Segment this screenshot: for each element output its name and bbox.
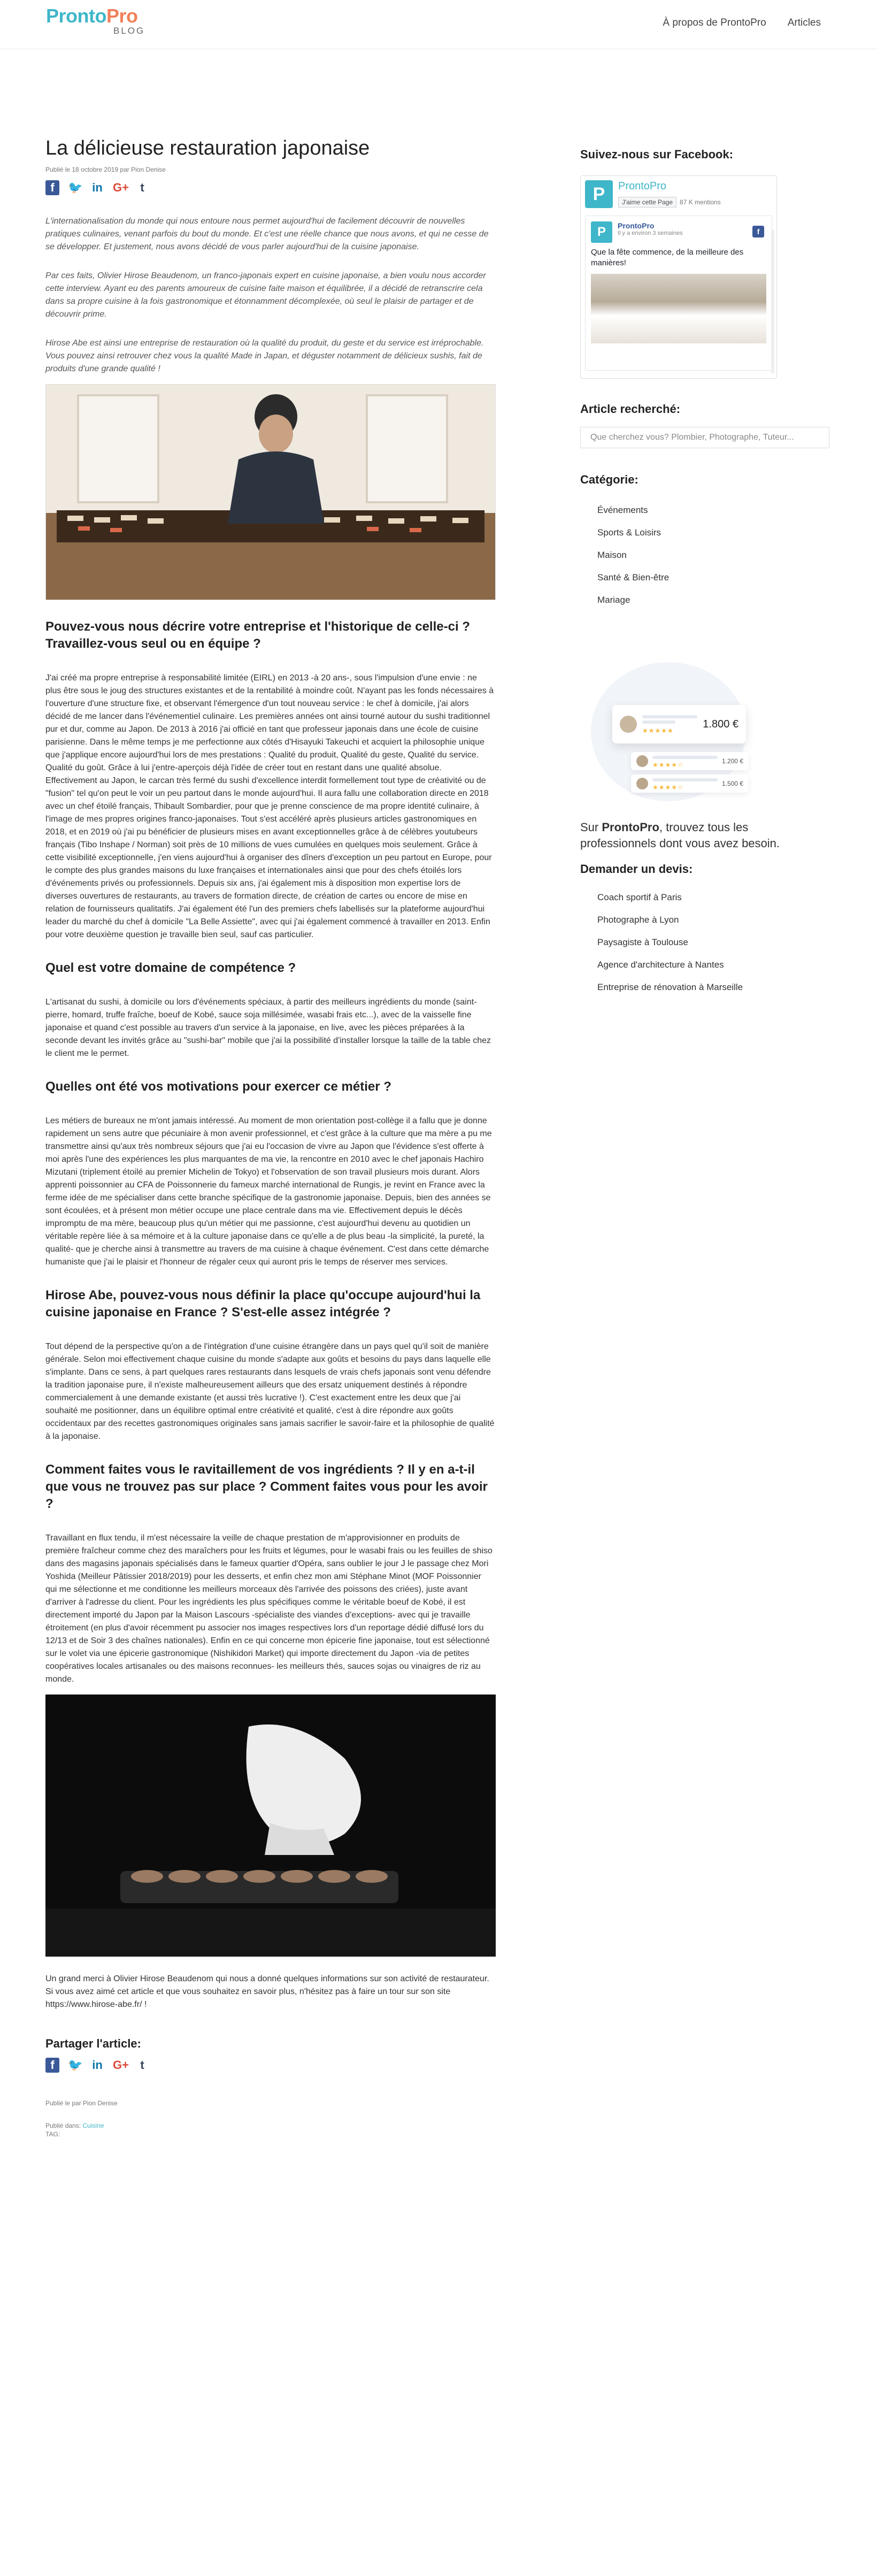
- logo-wordmark: ProntoPro: [46, 5, 138, 27]
- article-search-input[interactable]: [580, 427, 829, 448]
- question-heading-5: Comment faites vous le ravitaillement de vos ingrédients ? Il y en a-t-il que vous ne trouvez pas sur place ? Comment faites vous pour les avoir ?: [45, 1462, 488, 1511]
- article-column: [45, 136, 495, 2138]
- twitter-share-icon[interactable]: 🐦: [68, 2058, 83, 2072]
- request-link[interactable]: Photographe à Lyon: [597, 915, 679, 925]
- chef-buffet-photo: [45, 384, 496, 600]
- search-section-title: Article recherché:: [580, 402, 681, 416]
- linkedin-share-icon[interactable]: in: [92, 181, 103, 194]
- linkedin-share-icon[interactable]: in: [92, 2058, 103, 2072]
- facebook-widget[interactable]: [580, 175, 777, 379]
- prontopro-blog-logo[interactable]: [46, 6, 153, 36]
- fb-post-time: Il y a environ 3 semaines: [618, 230, 683, 236]
- avatar: [636, 755, 648, 767]
- intro-paragraph-3: Hirose Abe est ainsi une entreprise de restauration où la qualité du produit, du geste et du service est irréprochable. Vous pouvez ainsi retrouver chez vous la qualité Made in Japan, et déguster notamment de délicieux sushis, fait de produits d'une grande qualité !: [45, 339, 484, 373]
- fb-page-name[interactable]: ProntoPro: [618, 180, 667, 192]
- facebook-share-icon[interactable]: f: [45, 180, 59, 195]
- sushi-preparation-photo: [45, 1695, 496, 1957]
- category-item[interactable]: Santé & Bien-être: [597, 572, 670, 582]
- article-meta: Publié le 18 octobre 2019 par Pion Denise: [45, 166, 166, 173]
- pro-quote-card: [612, 705, 746, 743]
- request-link[interactable]: Agence d'architecture à Nantes: [597, 960, 724, 970]
- googleplus-share-icon[interactable]: G+: [113, 2058, 129, 2072]
- request-link[interactable]: Entreprise de rénovation à Marseille: [597, 982, 743, 992]
- category-item[interactable]: Sports & Loisirs: [597, 527, 661, 538]
- facebook-share-icon[interactable]: f: [45, 2058, 59, 2073]
- fb-like-button[interactable]: J'aime cette Page: [618, 197, 676, 208]
- fb-post-text: Que la fête commence, de la meilleure des manières!: [591, 248, 744, 267]
- rating-stars-icon: ★★★★★: [642, 727, 674, 734]
- pitch-brand: ProntoPro: [602, 821, 659, 834]
- sidebar: [580, 148, 837, 1005]
- category-section-title: Catégorie:: [580, 473, 638, 486]
- pro-quote-row: [631, 775, 749, 793]
- avatar: [636, 778, 648, 789]
- pricing-illustration: [580, 657, 799, 807]
- request-list: [580, 892, 837, 1005]
- request-section-title: Demander un devis:: [580, 862, 693, 876]
- logo-blog-label: BLOG: [113, 26, 145, 36]
- quote-price: 1.800 €: [703, 718, 738, 730]
- question-heading-2: Quel est votre domaine de compétence ?: [45, 961, 296, 975]
- share-bar-bottom: [45, 2057, 495, 2073]
- answer-paragraph-1: J'ai créé ma propre entreprise à responsabilité limitée (EIRL) en 2013 -à 20 ans-, sous l'impulsion d'une envie : ne plus être sous le joug des structures existantes et de la rentabilité à moindre coût. N'ayant pas les fonds nécessaires à l'ouverture d'une structure fixe, et observant l'émergence d'un tout nouveau service : le chef à domicile, j'ai alors décidé de me lancer dans l'événementiel culinaire. Les premières années ont ainsi tourné autour du sushi traditionnel pur et dur, comme au Japon. De 2013 à 2016 j'ai officié en tant que professeur japonais dans une école de cuisine parisienne. Dans le même temps je me perfectionne aux côtés d'Hisayuki Takeuchi et acquiert la philosophie unique que j'applique encore aujourd'hui lors de mes prestations : Qualité du produit, Qualité du geste, Qualité du service. Qualité du goût. Grâce à lui j'entre-aperçois déjà l'idée de créer tout en restant dans une qualité absolue. Effectivement au Japon, le carcan très fermé du sushi d'excellence interdit formellement tout type de créativité ou de "fusion" tel qu'on peut le voir un peu partout dans le monde aujourd'hui. Il aura fallu une collaboration directe en 2018 avec un chef étoilé français, Thibault Sombardier, pour que je prenne conscience de ma propre identité culinaire, à l'image de mes propres origines franco-japonaises. Tout s'est accéléré après plusieurs articles gastronomiques en 2018, et en 2019 où j'ai pu bénéficier de plusieurs mises en avant exceptionnelles grâce à de célèbres youtubeurs français (Tibo Inshape / Norman) soit près de 10 millions de vues cumulées en quelques mois seulement. Grâce à cette visibilité exceptionnelle, j'en viens aujourd'hui à organiser des dîners d'exception un peu partout en Europe, pour le compte des plus grandes maisons du luxe françaises et internationales ainsi que pour des chefs étoilés lors d'événements privés ou professionnels. Depuis six ans, j'ai également mis à disposition mon expertise lors de diverses ouvertures de restaurants, au travers de formation directe, de création de cartes ou encore de mise en relation de fournisseurs qualitatifs. J'ai également été l'un des premiers chefs labellisés sur la plateforme aujourd'hui leader du marché du chef à domicile "La Belle Assiette", avec qui j'ai également commencé à travailler en 2013. Enfin pour votre deuxième question je travaille bien seul, sauf cas particulier.: [45, 673, 494, 939]
- prontopro-pitch: Sur ProntoPro, trouvez tous les professionnels dont vous avez besoin.: [580, 821, 780, 850]
- site-header: [0, 0, 877, 49]
- answer-paragraph-5: Travaillant en flux tendu, il m'est nécessaire la veille de chaque prestation de m'approvisionner en produits de première fraîcheur comme chez des maraîchers pour les fruits et légumes, pour le wasabi frais ou les feuilles de shiso dans des magasins japonais spécialisés dans le fameux quartier d'Opéra, sans oublier le jour J le passage chez Mori Yoshida (Meilleur Pâtissier 2018/2019) pour les desserts, et enfin chez mon ami Stéphane Minot (MOF Poissonnier qui me sélectionne et me conditionne les meilleurs morceaux dès l'arrivée des poissons des criées), juste avant d'arriver à l'adresse du client. Pour les ingrédients les plus spécifiques comme le véritable boeuf de Kobé, il est directement importé du Japon par la Maison Lascours -spécialiste des viandes d'exceptions- avec qui je travaille étroitement (en plus d'avoir récemment pu associer nos images respectives lors d'un reportage dédié diffusé lors du 12/13 et de Soir 3 des chaînes nationales). Enfin en ce qui concerne mon épicerie fine japonaise, tout est sélectionné sur le volet via une épicerie gastronomique (Nishikidori Market) qui importe directement du Japon -via de petites coopératives locales artisanales ou des maisons reconnues- les meilleurs thés, sauces sojas ou vinaigres de riz au monde.: [45, 1534, 493, 1684]
- googleplus-share-icon[interactable]: G+: [113, 181, 129, 194]
- rating-stars-icon: ★★★★☆: [652, 761, 684, 769]
- question-heading-4: Hirose Abe, pouvez-vous nous définir la place qu'occupe aujourd'hui la cuisine japonaise en France ? S'est-elle assez intégrée ?: [45, 1288, 481, 1320]
- quote-price: 1.200 €: [721, 757, 743, 765]
- footer-published-in-label: Publié dans:: [45, 2122, 81, 2129]
- category-item[interactable]: Maison: [597, 550, 627, 560]
- category-item[interactable]: Mariage: [597, 595, 630, 605]
- tumblr-share-icon[interactable]: t: [140, 181, 144, 194]
- footer-tag-label: TAG:: [45, 2130, 60, 2138]
- request-link[interactable]: Paysagiste à Toulouse: [597, 937, 688, 947]
- avatar: [620, 716, 637, 733]
- category-item[interactable]: Événements: [597, 505, 648, 515]
- answer-paragraph-3: Les métiers de bureaux ne m'ont jamais intéressé. Au moment de mon orientation post-collège il a fallu que je donne rapidement un sens autre que pécuniaire à mon avenir professionnel, et c'est grâce à la culture que ma mère a pu me transmettre ainsi qu'aux très nombreux séjours que j'ai eu l'occasion de vivre au Japon que l'évidence s'est offerte à moi après l'une des expériences les plus marquantes de ma vie, la rencontre en 2010 avec le chef japonais Hachiro Mizutani (triplement étoilé au premier Michelin de Tokyo) et l'observation de son travail plusieurs mois durant. Alors apprenti poissonnier au CFA de Poissonnerie du fameux marché international de Rungis, je revint en France avec la ferme idée de me spécialiser dans cette branche spécifique de la gastronomie japonaise. Depuis, bien des années se sont écoulées, et à présent mon métier occupe une place centrale dans ma vie. Effectivement depuis le décès impromptu de ma mère, beaucoup plus qu'un métier qui me passionne, c'est aujourd'hui devenu au quotidien un véritable repère liée à sa mémoire et à la culture japonaise dans ce qu'elle a de plus beau -la simplicité, la pureté, la qualité- que je cherche ainsi à transmettre au travers de ma cuisine à chaque événement. C'est dans cette démarche humaniste que j'ai le plaisir et l'honneur de régaler ceux qui auront pris le temps de réserver mes services.: [45, 1116, 492, 1267]
- prontopro-page-logo: P: [585, 180, 613, 208]
- rating-stars-icon: ★★★★☆: [652, 784, 684, 791]
- question-heading-1: Pouvez-vous nous décrire votre entreprise et l'historique de celle-ci ? Travaillez-vous seul ou en équipe ?: [45, 619, 470, 651]
- request-link[interactable]: Coach sportif à Paris: [597, 892, 682, 902]
- nav-about-link[interactable]: À propos de ProntoPro: [663, 17, 766, 28]
- fb-post-avatar: P: [591, 221, 612, 243]
- article-footer-meta: [45, 2099, 495, 2138]
- twitter-share-icon[interactable]: 🐦: [68, 181, 83, 194]
- thanks-paragraph: Un grand merci à Olivier Hirose Beaudenom qui nous a donné quelques informations sur son activité de restaurateur. Si vous avez aimé cet article et que vous souhaitez en savoir plus, n'hésitez pas à faire un tour sur son site https://www.hirose-abe.fr/ !: [45, 1974, 489, 2009]
- share-bar-top: [45, 180, 495, 196]
- fb-post[interactable]: [585, 216, 772, 371]
- footer-author: Publié le par Pion Denise: [45, 2099, 118, 2107]
- fb-post-image: [591, 274, 766, 343]
- answer-paragraph-4: Tout dépend de la perspective qu'on a de l'intégration d'une cuisine étrangère dans un pays quel qu'il soit de manière générale. Selon moi effectivement chaque cuisine du monde s'adapte aux goûts et besoins du pays dans laquelle elle s'implante. Dans ce sens, à part quelques rares restaurants dans lesquels de vrais chefs japonais sont venu défendre la tradition japonaise pure, il n'existe malheureusement ailleurs que des ersatz uniquement destinés à répondre commercialement à une demande existante (et aussi très lucrative !). C'est exactement entre les deux que j'ai souhaité me positionner, dans un équilibre optimal entre créativité et qualité, c'est à dire répondre aux goûts occidentaux par des recettes gastronomiques originales sans jamais sacrifier le savoir-faire et la philosophie de qualité à la japonaise.: [45, 1342, 495, 1441]
- quote-price: 1.500 €: [721, 780, 743, 787]
- intro-paragraph-2: Par ces faits, Olivier Hirose Beaudenom, un franco-japonais expert en cuisine japonaise, a bien voulu nous accorder cette interview. Ayant eu des parents amoureux de cuisine faite maison et équilibrée, il a décidé de retranscrire cela dans sa propre cuisine à la fois gastronomique et étonnamment décomplexée, où seul le plaisir de partager et de découvrir prime.: [45, 271, 486, 319]
- answer-paragraph-2: L'artisanat du sushi, à domicile ou lors d'événements spéciaux, à partir des meilleurs ingrédients du monde (saint-pierre, homard, truffe fraîche, boeuf de Kobé, sauce soja millésimée, wasabi frais etc...), avec de la vaisselle fine japonaise et quand c'est possible au travers d'un service à la japonaise, en live, avec les pièces préparées à la seconde devant les invités grâce au "sushi-bar" mobile que j'ai la possibilité d'installer lorsque la taille de la table chez le client me le permet.: [45, 998, 491, 1058]
- sushi-preparation-illustration: [45, 1695, 496, 1957]
- article-title: La délicieuse restauration japonaise: [45, 137, 370, 159]
- footer-category-link[interactable]: Cuisine: [82, 2122, 104, 2129]
- tumblr-share-icon[interactable]: t: [140, 2058, 144, 2072]
- facebook-section-title: Suivez-nous sur Facebook:: [580, 148, 734, 161]
- question-heading-3: Quelles ont été vos motivations pour exercer ce métier ?: [45, 1079, 391, 1094]
- chef-buffet-illustration: [46, 385, 496, 600]
- fb-widget-scrollbar[interactable]: [771, 229, 774, 374]
- share-title: Partager l'article:: [45, 2037, 141, 2050]
- category-list: [580, 505, 837, 617]
- nav-articles-link[interactable]: Articles: [787, 17, 821, 28]
- top-nav: [663, 17, 821, 29]
- fb-post-author[interactable]: ProntoPro: [618, 221, 655, 230]
- intro-paragraph-1: L'internationalisation du monde qui nous entoure nous permet aujourd'hui de facilement découvrir de nouvelles pratiques culinaires, venant parfois du bout du monde. Et c'est une réelle chance que nous avons, et qui ne cesse de se développer. Et justement, nous avons décidé de vous parler aujourd'hui de la cuisine japonaise.: [45, 217, 489, 251]
- pro-quote-row: [631, 752, 749, 770]
- facebook-icon: f: [752, 226, 764, 237]
- fb-like-count: 87 K mentions: [680, 198, 721, 206]
